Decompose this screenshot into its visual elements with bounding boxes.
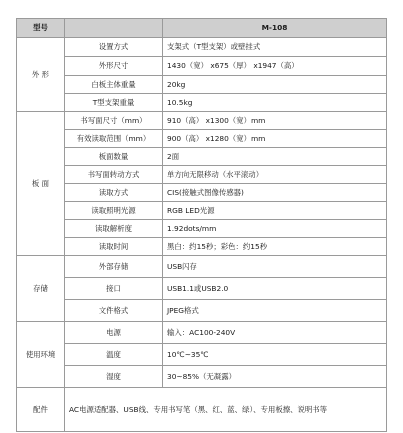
spec-value: 2面 [163, 148, 387, 166]
spec-label: T型支架重量 [65, 94, 163, 112]
accessories-value: AC电源适配器、USB线、专用书写笔（黑、红、蓝、绿）、专用板擦、说明书等 [65, 388, 387, 432]
spec-value: 900（高） x1280（宽）mm [163, 130, 387, 148]
spec-value: 910（高） x1300（宽）mm [163, 112, 387, 130]
spec-row [17, 57, 387, 76]
spec-row [17, 94, 387, 112]
spec-label: 读取时间 [65, 238, 163, 256]
spec-row [17, 166, 387, 184]
spec-value: 30~85%（无凝露） [163, 366, 387, 388]
spec-label: 读取解析度 [65, 220, 163, 238]
spec-label: 读取照明光源 [65, 202, 163, 220]
category-cell: 板 面 [17, 112, 65, 256]
spec-row [17, 278, 387, 300]
category-cell: 使用环境 [17, 322, 65, 388]
spec-label: 温度 [65, 344, 163, 366]
header-empty-cell [65, 19, 163, 38]
spec-label: 有效读取范围（mm） [65, 130, 163, 148]
spec-label: 外形尺寸 [65, 57, 163, 76]
spec-value: RGB LED光源 [163, 202, 387, 220]
spec-value: USB1.1或USB2.0 [163, 278, 387, 300]
spec-label: 接口 [65, 278, 163, 300]
accessories-row [17, 388, 387, 432]
spec-table [16, 18, 387, 432]
spec-label: 书写面尺寸（mm） [65, 112, 163, 130]
spec-value: CIS(接触式图像传感器) [163, 184, 387, 202]
spec-row [17, 76, 387, 94]
spec-label: 读取方式 [65, 184, 163, 202]
spec-row [17, 344, 387, 366]
spec-label: 电源 [65, 322, 163, 344]
spec-row [17, 130, 387, 148]
spec-value: JPEG格式 [163, 300, 387, 322]
spec-row [17, 366, 387, 388]
spec-value: 10℃~35℃ [163, 344, 387, 366]
spec-row [17, 148, 387, 166]
category-cell: 外 形 [17, 38, 65, 112]
header-row [17, 19, 387, 38]
spec-row [17, 220, 387, 238]
spec-row [17, 238, 387, 256]
spec-value: 黑白：约15秒；彩色：约15秒 [163, 238, 387, 256]
spec-value: 10.5kg [163, 94, 387, 112]
spec-label: 外部存储 [65, 256, 163, 278]
spec-row [17, 300, 387, 322]
category-cell: 存储 [17, 256, 65, 322]
spec-row [17, 322, 387, 344]
spec-label: 设置方式 [65, 38, 163, 57]
spec-label: 文件格式 [65, 300, 163, 322]
spec-value: 1.92dots/mm [163, 220, 387, 238]
spec-row [17, 202, 387, 220]
spec-row [17, 112, 387, 130]
spec-value: 1430（宽） x675（厚） x1947（高） [163, 57, 387, 76]
spec-value: 单方向无限移动（水平滚动） [163, 166, 387, 184]
spec-label: 湿度 [65, 366, 163, 388]
model-header-label: 型号 [17, 19, 65, 38]
model-number: M-108 [163, 19, 387, 38]
spec-value: 20kg [163, 76, 387, 94]
spec-value: 输入：AC100-240V [163, 322, 387, 344]
spec-label: 白板主体重量 [65, 76, 163, 94]
spec-value: 支架式（T型支架）或壁挂式 [163, 38, 387, 57]
spec-label: 板面数量 [65, 148, 163, 166]
spec-row [17, 184, 387, 202]
spec-value: USB闪存 [163, 256, 387, 278]
spec-row [17, 256, 387, 278]
spec-sheet [16, 18, 386, 418]
accessories-category: 配件 [17, 388, 65, 432]
spec-row [17, 38, 387, 57]
spec-label: 书写面转动方式 [65, 166, 163, 184]
